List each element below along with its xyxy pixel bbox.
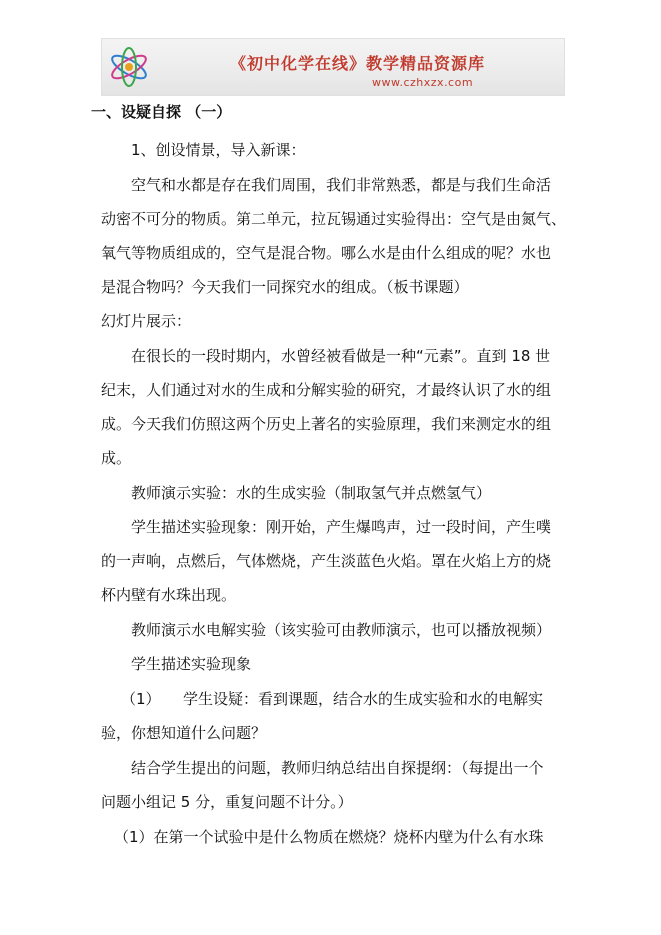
paragraph-line: 杯内壁有水珠出现。 — [101, 586, 237, 604]
paragraph-line: 是混合物吗？今天我们一同探究水的组成。（板书课题） — [101, 278, 469, 296]
paragraph-line: 氧气等物质组成的，空气是混合物。哪么水是由什么组成的呢？水也 — [101, 244, 552, 262]
paragraph-line: 的一声响，点燃后，气体燃烧，产生淡蓝色火焰。罩在火焰上方的烧 — [101, 552, 552, 570]
paragraph-line: 成。 — [101, 449, 132, 467]
paragraph-line: 验，你想知道什么问题？ — [101, 724, 267, 742]
paragraph-line: 学生描述实验现象：刚开始，产生爆鸣声，过一段时间，产生噗 — [131, 518, 552, 536]
label-line: 幻灯片展示： — [101, 312, 192, 330]
banner-title: 《初中化学在线》教学精品资源库 — [230, 54, 486, 73]
paragraph-line: 空气和水都是存在我们周围，我们非常熟悉，都是与我们生命活 — [131, 176, 552, 194]
paragraph-line: 纪末，人们通过对水的生成和分解实验的研究，才最终认识了水的组 — [101, 381, 552, 399]
paragraph-line: 动密不可分的物质。第二单元，拉瓦锡通过实验得出：空气是由氮气、 — [101, 210, 567, 228]
paragraph-line: 教师演示水电解实验（该实验可由教师演示，也可以播放视频） — [131, 621, 552, 639]
paragraph-line: 结合学生提出的问题，教师归纳总结出自探提纲：（每提出一个 — [131, 759, 544, 777]
banner-url: www.czhxzx.com — [372, 76, 474, 89]
paragraph-line: 问题小组记 5 分，重复问题不计分。） — [101, 793, 353, 811]
subheading: 1、创设情景，导入新课： — [131, 141, 306, 159]
section-heading: 一、设疑自探 （一） — [91, 103, 232, 121]
list-item: （1）在第一个试验中是什么物质在燃烧？烧杯内壁为什么有水珠 — [114, 828, 544, 846]
paragraph-line: 成。今天我们仿照这两个历史上著名的实验原理，我们来测定水的组 — [101, 415, 552, 433]
paragraph-line: 学生描述实验现象 — [131, 655, 252, 673]
header-banner — [101, 38, 565, 96]
list-item: （1） 学生设疑：看到课题，结合水的生成实验和水的电解实 — [121, 690, 544, 708]
atom-logo-icon — [106, 45, 152, 89]
paragraph-line: 在很长的一段时期内，水曾经被看做是一种“元素”。直到 18 世 — [131, 347, 551, 365]
paragraph-line: 教师演示实验：水的生成实验（制取氢气并点燃氢气） — [131, 484, 492, 502]
